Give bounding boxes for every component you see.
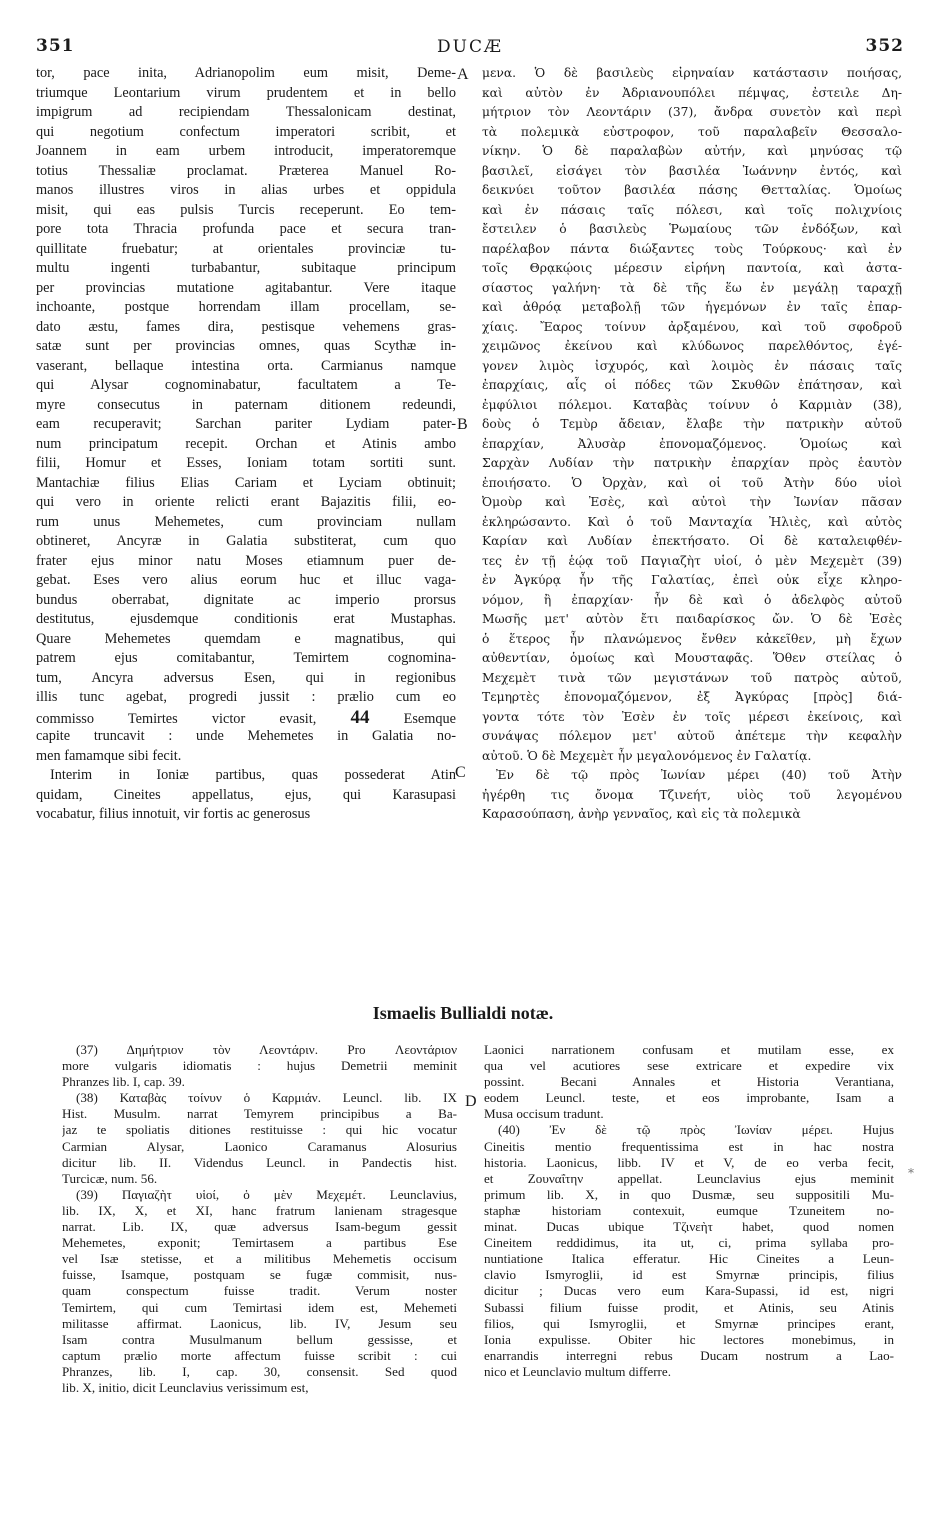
note-left-line: fuisse, Isamque, postquam se fugæ commisit, nus- [62, 1267, 457, 1283]
greek-line: γονεν λιμὸς ἰσχυρός, καὶ λοιμὸς ἐν πάσαις ταῖς [482, 358, 902, 373]
note-right-line: filios, qui Ismyroglii, et Smyrnæ principes erant, [484, 1315, 894, 1331]
latin-line: num principatum recepit. Orchan et Atinis ambo [36, 435, 456, 452]
greek-line: δοὺς ὁ Τεμὺρ ἄδειαν, ἔλαβε τὴν πατρικὴν αὐτοῦ [482, 417, 902, 431]
greek-line: ἐκληρώσαντο. Καὶ ὁ τοῦ Μανταχία Ἠλιὲς, καὶ αὐτὸς [482, 514, 902, 529]
margin-letter-d: D [465, 1093, 477, 1110]
greek-line: δεικνύει τοῦτον βασιλέα πάσης Θετταλίας. Ὁμοίως [482, 183, 902, 197]
note-left-line: (37) Δημήτριον τὸν Λεοντάριν. Pro Λεοντάριον [76, 1042, 457, 1057]
greek-line: γοντα τότε τὸν Ἐσὲν ἐν τοῖς μέρεσι ἐκείνοις, καὶ [482, 709, 902, 724]
note-left-line: narrat. Lib. IX, quæ adversus Isam-begum gessit [62, 1219, 457, 1235]
notes-left-column [62, 1042, 457, 1396]
latin-line: gebat. Eses vero alius eorum huc et illuc vaga- [36, 572, 456, 588]
greek-line: τες ἐν τῇ ἑῴᾳ τοῦ Παγιαζὴτ υἱοί, ὁ μὲν Μεχεμὲτ (39) [482, 553, 902, 568]
latin-line: manos illustres viros in alias urbes et oppidula [36, 182, 456, 198]
latin-line: obtineret, Ancyræ in Galatia substiterat, cum quo [36, 533, 456, 549]
greek-line: νόμον, ἢ ἐπαρχίαν· ἦν δὲ καὶ ὁ ἀδελφὸς αὐτοῦ [482, 592, 902, 607]
greek-line: ἐπαρχίαν, Ἀλυσὰρ ἐπονομαζόμενος. Ὁμοίως καὶ [482, 436, 902, 451]
greek-line: καὶ ἀθρόᾳ μεταβολῇ τῶν ἡγεμόνων ἐν ταῖς ἐπαρ- [482, 300, 902, 314]
note-right-line: Subassi filium fuisse prodit, et Atinis, seu Atinis [484, 1299, 894, 1315]
latin-line: satæ sunt per provincias omnes, quas Scythæ in- [36, 338, 456, 354]
latin-line: myre consecutus in paternam ditionem redeundi, [36, 396, 456, 413]
greek-text-column [482, 64, 902, 825]
latin-line: qui negotium confectum imperatori scribit, et [36, 123, 456, 140]
greek-line: χίαις. Ἔαρος τοίνυν ἀρξαμένου, καὶ τοῦ σφοδροῦ [482, 319, 902, 334]
greek-line: συνάψας πόλεμον μετ' αὐτοῦ ἀπέτεμε τὴν κεφαλὴν [482, 729, 902, 743]
page-number-left: 351 [36, 36, 75, 56]
latin-line: patrem ejus comitabantur, Temirtem cognomina- [36, 650, 456, 666]
note-left-line: Phranzes, lib. I, cap. 30, consensit. Sed quod [62, 1363, 457, 1379]
note-left-line: lib. IX, X, et XI, hanc fratrum lanienam stragesque [62, 1202, 457, 1218]
greek-line: χειμῶνος ἐκείνου καὶ κλύδωνος παρελθόντος, ἐγέ- [482, 339, 902, 353]
greek-line: Καρίαν καὶ Λυδίαν ἐπεκτήσατο. Οἱ δὲ καταλειφθέν- [482, 534, 902, 548]
greek-line: αὐθεντίαν, ὁμοίως καὶ Μουσταφᾶς. Ὅθεν στείλας ὁ [482, 651, 902, 665]
latin-line: capite truncavit : unde Mehemetes in Galatia no- [36, 728, 456, 744]
greek-line: παρέλαβον πάντα διώξαντες τοὺς Τούρκους· καὶ ἐν [482, 241, 902, 256]
latin-line: pore tota Thracia profunda pace et secura tran- [36, 221, 456, 237]
latin-text-column [36, 64, 456, 825]
greek-line: Μεχεμὲτ τινὰ τῶν μεγιστάνων τοῦ πατρὸς αὐτοῦ, [482, 670, 902, 685]
latin-line: Joannem in eam urbem introducit, imperatoremque [36, 143, 456, 159]
note-right-line: Cineitem reddidimus, ita ut, ci, prima syllaba pro- [484, 1235, 894, 1251]
note-left-line: quam conspectum fuisse tradit. Verum noster [62, 1283, 457, 1299]
latin-line: illis tunc agebat, progredi jussit : prælio cum eo [36, 689, 456, 705]
greek-line: Καρασούπαση, ἀνὴρ γενναῖος, καὶ εἰς τὰ πολεμικὰ [482, 807, 801, 821]
greek-line: τὰ πολεμικὰ εὐστροφον, τοῦ παραλαβεῖν Θεσσαλο- [482, 124, 902, 139]
greek-line: καὶ ἐν πάσαις ταῖς πόλεσι, καὶ τοῖς πολιχνίοις [482, 202, 902, 217]
latin-line: eam recuperavit; Sarchan pariter Lydiam pater- [36, 416, 456, 432]
greek-line: καὶ αὐτὸν ἐν Ἀδριανουπόλει πέμψας, ἐστειλε Δη- [482, 85, 902, 100]
note-left-line: (38) Καταβὰς τοίνυν ὁ Καρμιάν. Leuncl. lib. IX [76, 1090, 457, 1106]
note-right-line: minat. Ducas ubique Τζινεὴτ habet, quod nomen [484, 1219, 894, 1235]
note-right-line: Laonici narrationem confusam et mutilam esse, ex [484, 1042, 894, 1057]
latin-line: totius Thessaliæ proclamat. Præterea Manuel Ro- [36, 162, 456, 179]
margin-letter-b: B [457, 416, 468, 433]
note-left-line: jaz te spoliatis ditiones restituisse : qui hic vocatur [62, 1122, 457, 1138]
latin-line: Mantachiæ filius Elias Cariam et Lyciam obtinuit; [36, 474, 456, 491]
note-right-line: Cineitis mentio frequentissima est in hac nostra [484, 1138, 894, 1154]
greek-line: ἠγέρθη τις ὄνομα Τζινεήτ, υἱὸς τοῦ λεγομένου [482, 787, 902, 802]
latin-line: Interim in Ioniæ partibus, quas possederat Atin [50, 767, 456, 783]
latin-line: bundus oberrabat, dignitate ac imperio prorsus [36, 591, 456, 608]
latin-line: qui vero in oriente relicti erant Bajazitis filii, eo- [36, 494, 456, 510]
note-right-line: staphæ historiam contexuit, eumque Tzuneitem no- [484, 1202, 894, 1218]
latin-line: quidam, Cineites appellatus, ejus, qui Karasupasi [36, 786, 456, 803]
margin-asterisk: * [908, 1166, 914, 1180]
note-left-line: Isam contra Musulmanum bellum gessisse, et [62, 1331, 457, 1347]
greek-line: ἔστειλεν ὁ βασιλεὺς Ῥωμαίους τῶν ἐνδόξων, καὶ [482, 222, 902, 236]
greek-line: βασιλεῖ, εἰσάγει τὸν βασιλέα Ἰωάννην ἐντός, καὶ [482, 163, 902, 178]
latin-line: tum, Ancyra adversus Esen, qui in regionibus [36, 669, 456, 686]
greek-line: νίκην. Ὁ δὲ παραλαβὼν αὐτήν, καὶ μηνύσας τῷ [482, 144, 902, 158]
greek-line: ἐποιήσατο. Ὁ Ὀρχὰν, καὶ οἱ τοῦ Ἀτὴν δύο υἱοὶ [482, 475, 902, 490]
greek-line: ἐπαρχίαις, αἷς οἱ πόδες τῶν Σκυθῶν ἐπάτησαν, καὶ [482, 378, 902, 392]
latin-line-tail: Esemque [403, 710, 456, 727]
note-right-line: nuntiatione Italica efferatur. Hic Cineites a Leun- [484, 1251, 894, 1267]
latin-line: frater ejus minor natu Moses etiamnum puer de- [36, 552, 456, 569]
latin-line: men famamque sibi fecit. [36, 747, 182, 764]
note-right-line: possint. Becani Annales et Historia Verantiana, [484, 1074, 894, 1090]
latin-line: tor, pace inita, Adrianopolim eum misit, Deme- [36, 65, 456, 81]
greek-line: ἐμφύλιοι πόλεμοι. Καταβὰς τοίνυν ὁ Καρμιὰν (38), [482, 397, 902, 412]
latin-line: filii, Homur et Esses, Ioniam totam sortiti sunt. [36, 455, 456, 471]
note-left-line: Phranzes lib. I, cap. 39. [62, 1074, 185, 1090]
note-left-line: Temirtem, qui cum Temirtasi idem est, Mehemeti [62, 1299, 457, 1315]
note-right-line: (40) Ἐν δὲ τῷ πρὸς Ἰωνίαν μέρει. Hujus [498, 1122, 894, 1138]
latin-line: destitutus, ejusdemque conditionis erat Mustaphas. [36, 611, 456, 627]
latin-line: multu ingenti turbabantur, subitaque principum [36, 260, 456, 276]
running-header [36, 36, 904, 60]
greek-line: ὁ ἕτερος ἦν πλανώμενος ἔνθεν κἀκεῖθεν, μὴ ἔχων [482, 631, 902, 646]
note-right-line: eodem Leuncl. teste, et eos improbante, Isam a [484, 1090, 894, 1106]
latin-line: misit, qui eas pulsis Turcis receperunt. Eo tem- [36, 201, 456, 218]
note-right-line: Musa occisum tradunt. [484, 1106, 604, 1122]
notes-heading: Ismaelis Bullialdi notæ. [372, 1003, 554, 1023]
note-right-line: historia. Laonicus, libb. IV et V, de eo verba fecit, [484, 1154, 894, 1170]
latin-line: vocabatur, filius innotuit, vir fortis ac generosus [36, 806, 311, 822]
note-right-line: clavio Ismyroglii, id est Smyrnæ principis, filius [484, 1267, 894, 1283]
note-right-line: Ionia expulisse. Obiter hic lectores monebimus, in [484, 1331, 894, 1347]
note-left-line: Carmian Alysar, Laonico Caramanus Alosurius [62, 1138, 457, 1154]
greek-line: Ὀμοὺρ καὶ Ἐσὲς, καὶ αὐτοὶ τὴν Ἰωνίαν πᾶσαν [482, 495, 902, 509]
note-right-line: et Ζουναΐτην appellat. Leunclavius ejus meminit [484, 1170, 894, 1186]
greek-line: Μωσῆς μετ' αὐτὸν ἔτι παιδαρίσκος ὤν. Ὁ δὲ Ἐσὲς [482, 612, 902, 626]
greek-line: αὐτοῦ. Ὁ δὲ Μεχεμὲτ ἦν μεγαλονόμενος ἐν Γαλατίᾳ. [482, 748, 812, 763]
note-left-line: captum prælio morte affectum fuisse scribit : cui [62, 1347, 457, 1363]
note-left-line: (39) Παγιαζὴτ υἱοί, ὁ μὲν Μεχεμέτ. Leunclavius, [76, 1186, 457, 1202]
latin-line: impigrum ad recipiendam Thessalonicam destinat, [36, 104, 456, 120]
greek-line: σίαστος γαλήνη· τὰ δὲ τῆς ἕω ἐν μεγάλῃ ταραχῇ [482, 280, 902, 295]
greek-line: Τεμηρτὲς ἐπονομαζόμενον, ἐξ Ἀγκύρας [πρὸς] διά- [482, 690, 902, 704]
folio-mark: 44 [350, 707, 370, 727]
latin-line: vaserant, bellaque intestina orta. Carmianus namque [36, 357, 456, 374]
greek-line: ἐν Ἀγκύρᾳ ἦν τῆς Γαλατίας, ἐπεὶ οὐκ εἶχε κληρο- [482, 573, 902, 587]
note-left-line: militasse affirmat. Laonicus, lib. IV, Jesum seu [62, 1315, 457, 1331]
greek-line: Ἐν δὲ τῷ πρὸς Ἰωνίαν μέρει (40) τοῦ Ἀτὴν [496, 768, 902, 782]
latin-line: per provincias mutatione agitabantur. Vere itaque [36, 279, 456, 296]
margin-letter-a: A [457, 66, 469, 83]
greek-line: μήτριον τὸν Λεοντάριν (37), ἄνδρα συνετὸν καὶ περὶ [482, 105, 902, 119]
note-right-line: nico et Leunclavio multum differre. [484, 1363, 672, 1379]
note-right-line: qua vel acutiores sese extricare et expedire vix [484, 1058, 894, 1074]
page-number-right: 352 [865, 36, 904, 56]
running-title: DUCÆ [437, 37, 503, 57]
latin-line: Quare Mehemetes quemdam e magnatibus, qui [36, 630, 456, 647]
note-left-line: vel Isæ stetisse, et a militibus Mehemetis occisum [62, 1251, 457, 1267]
greek-line: Σαρχὰν Λυδίαν τὴν πατρικὴν ἐπαρχίαν πρὸς ἑαυτὸν [482, 456, 902, 470]
note-left-line: Turcicæ, num. 56. [62, 1170, 158, 1186]
note-right-line: enarrandis interregni rebus Ducam nostrum a Lao- [484, 1347, 894, 1363]
latin-line: dato æstu, fames dira, pestisque vehemens gras- [36, 318, 456, 335]
greek-line: μενα. Ὁ δὲ βασιλεὺς εἰρηναίαν κατάστασιν ποιήσας, [482, 66, 902, 80]
notes-right-column [484, 1042, 894, 1380]
latin-line: rum unus Mehemetes, cum provinciam nullam [36, 513, 456, 530]
latin-line: qui Alysar cognominabatur, facultatem a Te- [36, 377, 456, 393]
latin-line: quillitate fruebatur; at orientales provinciæ tu- [36, 240, 456, 257]
latin-line: triumque Leontarium virum prudentem et in bello [36, 84, 456, 101]
margin-letter-c: C [455, 764, 466, 781]
note-left-line: Hist. Musulm. narrat Temyrem principibus a Ba- [62, 1106, 457, 1122]
note-left-line: more vulgaris idiomatis : hujus Demetrii meminit [62, 1058, 457, 1074]
latin-line: inchoante, postque horrendam illam procellam, se- [36, 299, 456, 315]
note-left-line: Mehemetes, exponit; Temirtasem a partibus Ese [62, 1235, 457, 1251]
note-right-line: primum lib. X, in quo Dusmæ, seu suppositili Mu- [484, 1186, 894, 1202]
greek-line: τοῖς Θρᾳκῴοις μέρεσιν εἰρήνη παντοία, καὶ ἀστα- [482, 261, 902, 275]
note-left-line: lib. X, initio, dicit Leunclavius verissimum est, [62, 1379, 309, 1395]
note-right-line: dicitur ; Ducas vero eum Kara-Supassi, id est, nigri [484, 1283, 894, 1299]
note-left-line: dicitur lib. II. Videndus Leuncl. in Pandectis hist. [62, 1154, 457, 1170]
latin-line: commisso Temirtes victor evasit, 44 Esemque [36, 707, 456, 727]
